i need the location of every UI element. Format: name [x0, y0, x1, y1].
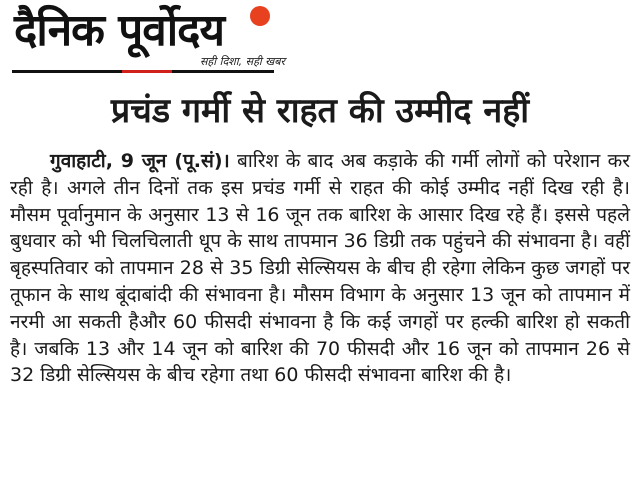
article-text: बारिश के बाद अब कड़ाके की गर्मी लोगों को परेशान कर रही है। अगले तीन दिनों तक इस प्रचंड गर्मी से राहत की कोई उम्मीद नहीं दिख रही है। मौसम पूर्वानुमान के अनुसार 13 से 16 जून तक बारिश के आसार दिख रहे हैं। इससे पहले बुधवार को भी चिलचिलाती धूप के साथ तापमान 36 डिग्री तक पहुंचने की संभावना है। वहीं बृहस्पतिवार को तापमान 28 से 35 डिग्री सेल्सियस के बीच ही रहेगा लेकिन कुछ जगहों पर तूफान के साथ बूंदाबांदी की संभावना है। मौसम विभाग के अनुसार 13 जून को तापमान में नरमी आ सकती हैऔर 60 फीसदी संभावना है कि कई जगहों पर हल्की बारिश हो सकती है। जबकि 13 और 14 जून को बारिश की 70 फीसदी और 16 जून को तापमान 26 से 32 डिग्री सेल्सियस के बीच रहेगा तथा 60 फीसदी संभावना बारिश की है।: [10, 150, 630, 387]
tagline: सही दिशा, सही खबर: [200, 55, 286, 68]
logo-sun-icon: [250, 6, 270, 26]
article-headline: प्रचंड गर्मी से राहत की उम्मीद नहीं: [110, 91, 530, 131]
article-body: [10, 148, 630, 389]
masthead: [0, 0, 640, 82]
news-clipping: [0, 84, 640, 488]
newspaper-logo: दैनिक पूर्वोदय: [14, 5, 225, 56]
article-dateline: गुवाहाटी, 9 जून (पू.सं)।: [50, 150, 230, 172]
logo-underline-accent: [122, 70, 172, 73]
